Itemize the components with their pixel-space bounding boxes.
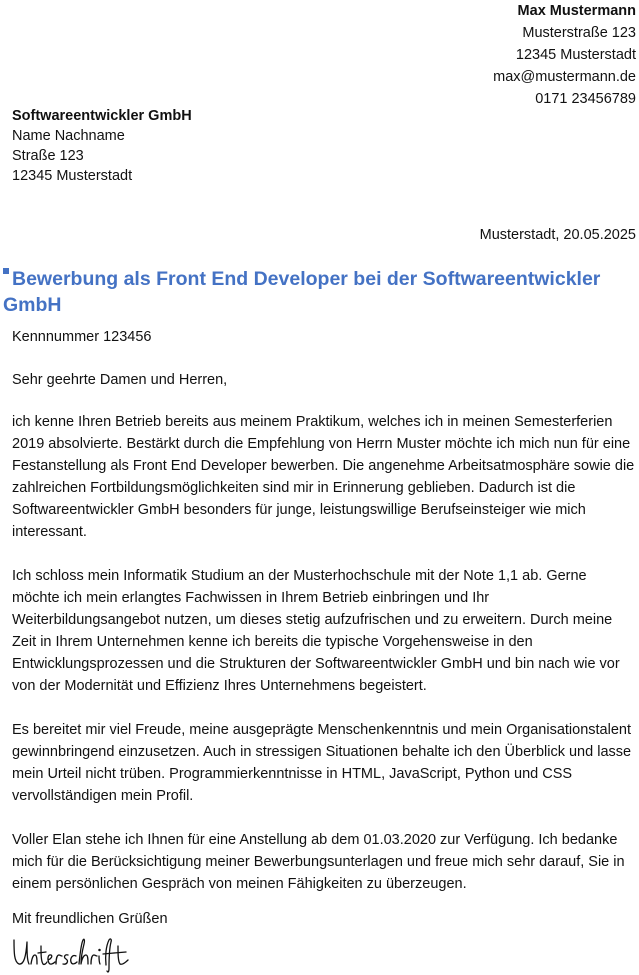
reference-number: Kennnummer 123456 <box>12 329 152 345</box>
sender-name: Max Mustermann <box>517 3 636 19</box>
sender-phone: 0171 23456789 <box>535 91 636 107</box>
recipient-contact: Name Nachname <box>12 128 125 144</box>
body-paragraph: Es bereitet mir viel Freude, meine ausgeprägte Menschenkenntnis und mein Organisationstalent gewinnbringend einzusetzen. Auch in stressigen Situationen behalte ich den Überblick und lasse mein Urteil nicht trüben. Programmierkenntnisse in HTML, JavaScript, Python und CSS vervollständigen mein Profil. <box>12 722 632 804</box>
body-paragraph: Voller Elan stehe ich Ihnen für eine Anstellung ab dem 01.03.2020 zur Verfügung. Ich bedanke mich für die Berücksichtigung meiner Bewerbungsunterlagen und freue mich sehr darauf, Sie in einem persönlichen Gespräch von meinen Fähigkeiten zu überzeugen. <box>12 832 625 892</box>
sender-city: 12345 Musterstadt <box>515 47 636 63</box>
closing-phrase: Mit freundlichen Grüßen <box>12 911 168 927</box>
body-paragraph: ich kenne Ihren Betrieb bereits aus meinem Praktikum, welches ich in meinen Semesterferien 2019 absolvierte. Bestärkt durch die Empfehlung von Herrn Muster möchte ich mich nun für eine Festanstellung als Front End Developer bewerben. Die angenehme Arbeitsatmosphäre sowie die zahlreichen Fortbildungsmöglichkeiten sind mir in Erinnerung geblieben. Dadurch ist die Softwareentwickler GmbH besonders für junge, leistungswillige Berufseinsteiger wie mich interessant. <box>12 414 635 540</box>
handwritten-signature-icon <box>10 934 135 974</box>
recipient-city: 12345 Musterstadt <box>12 168 133 184</box>
heading-marker-icon <box>3 268 9 274</box>
letter-body <box>12 369 637 917</box>
subject-heading <box>3 266 623 318</box>
recipient-company: Softwareentwickler GmbH <box>12 108 192 124</box>
letter-date: Musterstadt, 20.05.2025 <box>479 227 636 243</box>
sender-email: max@mustermann.de <box>493 69 636 85</box>
salutation: Sehr geehrte Damen und Herren, <box>12 372 228 388</box>
sender-street: Musterstraße 123 <box>522 25 636 41</box>
subject-text: Bewerbung als Front End Developer bei der Softwareentwickler GmbH <box>3 268 601 316</box>
recipient-block <box>12 106 192 186</box>
body-paragraph: Ich schloss mein Informatik Studium an der Musterhochschule mit der Note 1,1 ab. Gerne möchte ich mein erlangtes Fachwissen in Ihrem Betrieb einbringen und Ihr Weiterbildungsangebot nutzen, um dieses stetig aufzufrischen und zu erweitern. Durch meine Zeit in Ihrem Unternehmen kenne ich bereits die typische Vorgehensweise in den Entwicklungsprozessen und die Strukturen der Softwareentwickler GmbH und bin nach wie vor von der Modernität und Effizienz Ihres Unternehmens begeistert. <box>12 568 620 694</box>
recipient-street: Straße 123 <box>12 148 84 164</box>
sender-block <box>493 0 636 110</box>
